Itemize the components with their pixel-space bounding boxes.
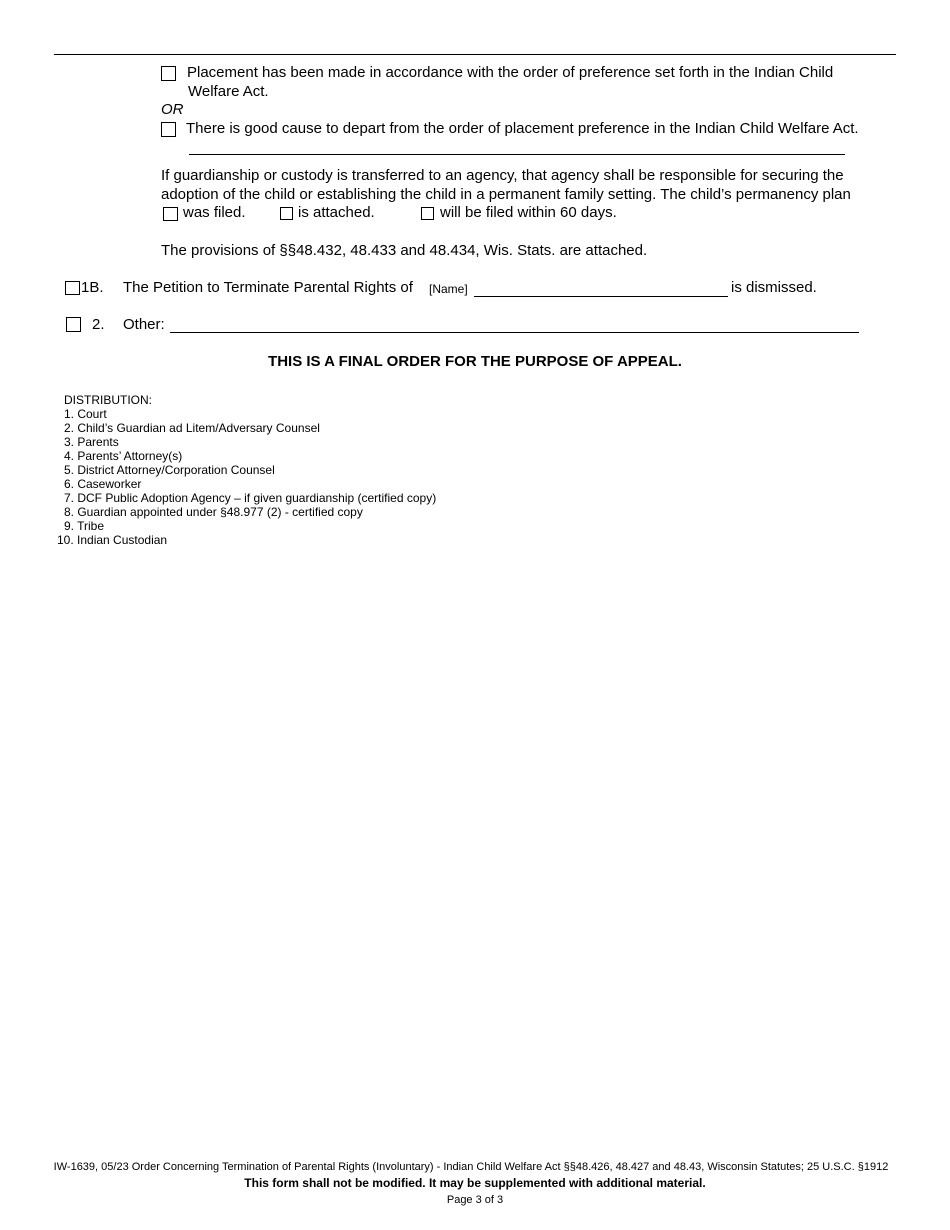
page-number: Page 3 of 3 xyxy=(446,1194,504,1206)
plan-within-60-label: will be filed within 60 days. xyxy=(440,204,617,221)
name-placeholder: [Name] xyxy=(429,282,468,296)
top-rule xyxy=(54,54,896,55)
other-label: Other: xyxy=(123,316,165,333)
item-2-number: 2. xyxy=(92,316,105,333)
item-1b-number: 1B. xyxy=(81,279,104,296)
agency-text-line2: adoption of the child or establishing the child in a permanent family setting. The child’s permanency plan xyxy=(161,186,851,203)
or-label: OR xyxy=(161,101,184,118)
distribution-item: 1. Court xyxy=(64,407,107,421)
placement-preference-text-line2: Welfare Act. xyxy=(188,83,269,100)
distribution-item: 9. Tribe xyxy=(64,519,105,533)
distribution-item: 2. Child’s Guardian ad Litem/Adversary Counsel xyxy=(64,421,320,435)
distribution-item: 4. Parents’ Attorney(s) xyxy=(64,449,183,463)
placement-preference-checkbox[interactable] xyxy=(161,66,176,81)
provisions-text: The provisions of §§48.432, 48.433 and 48.434, Wis. Stats. are attached. xyxy=(161,242,648,259)
distribution-item: 10. Indian Custodian xyxy=(57,533,168,547)
good-cause-reason-line[interactable] xyxy=(189,154,845,155)
form-notice: This form shall not be modified. It may be supplemented with additional material. xyxy=(244,1176,706,1190)
distribution-item: 7. DCF Public Adoption Agency – if given guardianship (certified copy) xyxy=(64,491,437,505)
form-footer-line: IW-1639, 05/23 Order Concerning Termination of Parental Rights (Involuntary) - Indian Child Welfare Act §§48.426, 48.427 and 48.43, Wisconsin Statutes; 25 U.S.C. §1912 xyxy=(53,1161,889,1173)
good-cause-text: There is good cause to depart from the order of placement preference in the Indian Child Welfare Act. xyxy=(186,120,859,137)
distribution-item: 5. District Attorney/Corporation Counsel xyxy=(64,463,275,477)
item-1b-suffix: is dismissed. xyxy=(731,279,817,296)
final-order-heading: THIS IS A FINAL ORDER FOR THE PURPOSE OF APPEAL. xyxy=(268,353,682,370)
distribution-heading: DISTRIBUTION: xyxy=(64,393,153,407)
distribution-item: 8. Guardian appointed under §48.977 (2) - certified copy xyxy=(64,505,363,519)
plan-within-60-checkbox[interactable] xyxy=(421,207,434,220)
plan-attached-label: is attached. xyxy=(298,204,375,221)
agency-text-line1: If guardianship or custody is transferred to an agency, that agency shall be responsible for securing the xyxy=(161,167,844,184)
good-cause-checkbox[interactable] xyxy=(161,122,176,137)
petition-dismissed-checkbox[interactable] xyxy=(65,281,80,295)
placement-preference-text-line1: Placement has been made in accordance with the order of preference set forth in the Indian Child xyxy=(187,64,834,81)
distribution-item: 3. Parents xyxy=(64,435,119,449)
plan-attached-checkbox[interactable] xyxy=(280,207,293,220)
other-line[interactable] xyxy=(170,332,859,333)
item-1b-text: The Petition to Terminate Parental Rights of xyxy=(123,279,413,296)
plan-filed-checkbox[interactable] xyxy=(163,207,178,221)
name-line[interactable] xyxy=(474,296,728,297)
plan-filed-label: was filed. xyxy=(183,204,246,221)
other-checkbox[interactable] xyxy=(66,317,81,332)
distribution-item: 6. Caseworker xyxy=(64,477,142,491)
